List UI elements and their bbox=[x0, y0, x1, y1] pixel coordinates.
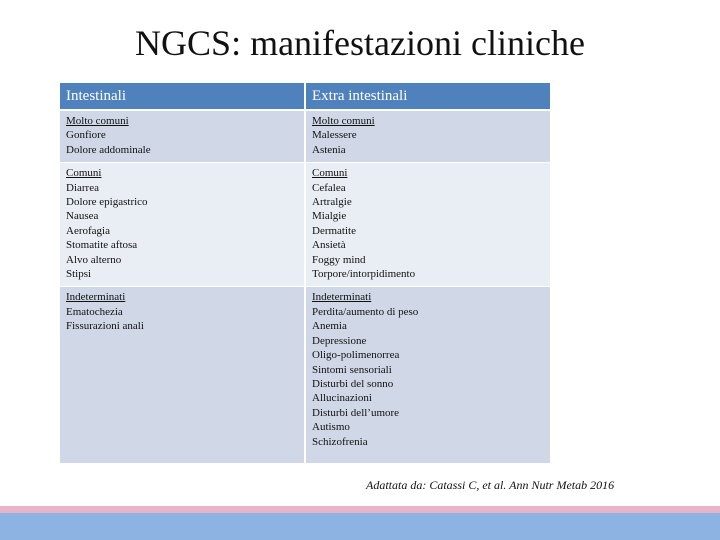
symptom-item: Oligo-polimenorrea bbox=[312, 349, 400, 362]
header-intestinal: Intestinali bbox=[60, 83, 305, 110]
symptom-item: Disturbi dell’umore bbox=[312, 406, 400, 419]
symptom-item: Cefalea bbox=[312, 181, 346, 194]
symptom-item: Schizofrenia bbox=[312, 435, 368, 448]
symptom-item: Depressione bbox=[312, 334, 367, 347]
symptom-item: Malessere bbox=[312, 129, 357, 142]
symptom-item: Dolore epigastrico bbox=[66, 196, 148, 209]
category-label: Comuni bbox=[66, 167, 102, 180]
symptom-item: Ansietà bbox=[312, 239, 346, 252]
symptom-item: Gonfiore bbox=[66, 129, 106, 142]
symptom-item: Autismo bbox=[312, 421, 350, 434]
symptom-item: Dermatite bbox=[312, 224, 356, 237]
symptom-item: Artralgie bbox=[312, 196, 352, 209]
table-header-row bbox=[60, 83, 550, 110]
symptom-item: Torpore/intorpidimento bbox=[312, 268, 416, 281]
symptom-item: Fissurazioni anali bbox=[66, 320, 144, 333]
table-row bbox=[60, 110, 550, 163]
category-label: Molto comuni bbox=[66, 115, 129, 127]
table-cell-extra-intestinal bbox=[305, 110, 550, 163]
table-cell-intestinal bbox=[60, 110, 305, 163]
category-label: Indeterminati bbox=[312, 291, 372, 304]
page-title: NGCS: manifestazioni cliniche bbox=[135, 23, 585, 63]
symptom-item: Diarrea bbox=[66, 181, 99, 194]
category-label: Indeterminati bbox=[66, 291, 126, 304]
symptom-item: Allucinazioni bbox=[312, 392, 372, 405]
symptom-item: Stipsi bbox=[66, 268, 92, 281]
symptom-item: Stomatite aftosa bbox=[66, 239, 138, 252]
category-label: Comuni bbox=[312, 167, 348, 180]
symptom-item: Nausea bbox=[66, 210, 99, 223]
symptom-item: Disturbi del sonno bbox=[312, 377, 394, 390]
table-cell-extra-intestinal bbox=[305, 163, 550, 287]
category-label: Molto comuni bbox=[312, 115, 375, 127]
table-cell-extra-intestinal bbox=[305, 287, 550, 464]
citation: Adattata da: Catassi C, et al. Ann Nutr Metab 2016 bbox=[366, 478, 615, 492]
footer-band-blue bbox=[0, 513, 720, 540]
footer-band-pink bbox=[0, 506, 720, 513]
symptom-item: Sintomi sensoriali bbox=[312, 363, 392, 376]
table-cell-intestinal bbox=[60, 163, 305, 287]
symptom-item: Foggy mind bbox=[312, 253, 366, 266]
symptom-item: Astenia bbox=[312, 143, 346, 156]
table-cell-intestinal bbox=[60, 287, 305, 464]
symptom-item: Alvo alterno bbox=[66, 253, 122, 266]
symptom-item: Aerofagia bbox=[66, 224, 110, 237]
header-extra-intestinal: Extra intestinali bbox=[305, 83, 550, 110]
symptom-item: Mialgie bbox=[312, 210, 347, 223]
table-row bbox=[60, 163, 550, 287]
manifestations-table bbox=[60, 83, 550, 463]
symptom-item: Dolore addominale bbox=[66, 143, 151, 156]
table-row bbox=[60, 287, 550, 464]
symptom-item: Ematochezia bbox=[66, 305, 123, 318]
symptom-item: Anemia bbox=[312, 320, 347, 333]
symptom-item: Perdita/aumento di peso bbox=[312, 305, 419, 318]
